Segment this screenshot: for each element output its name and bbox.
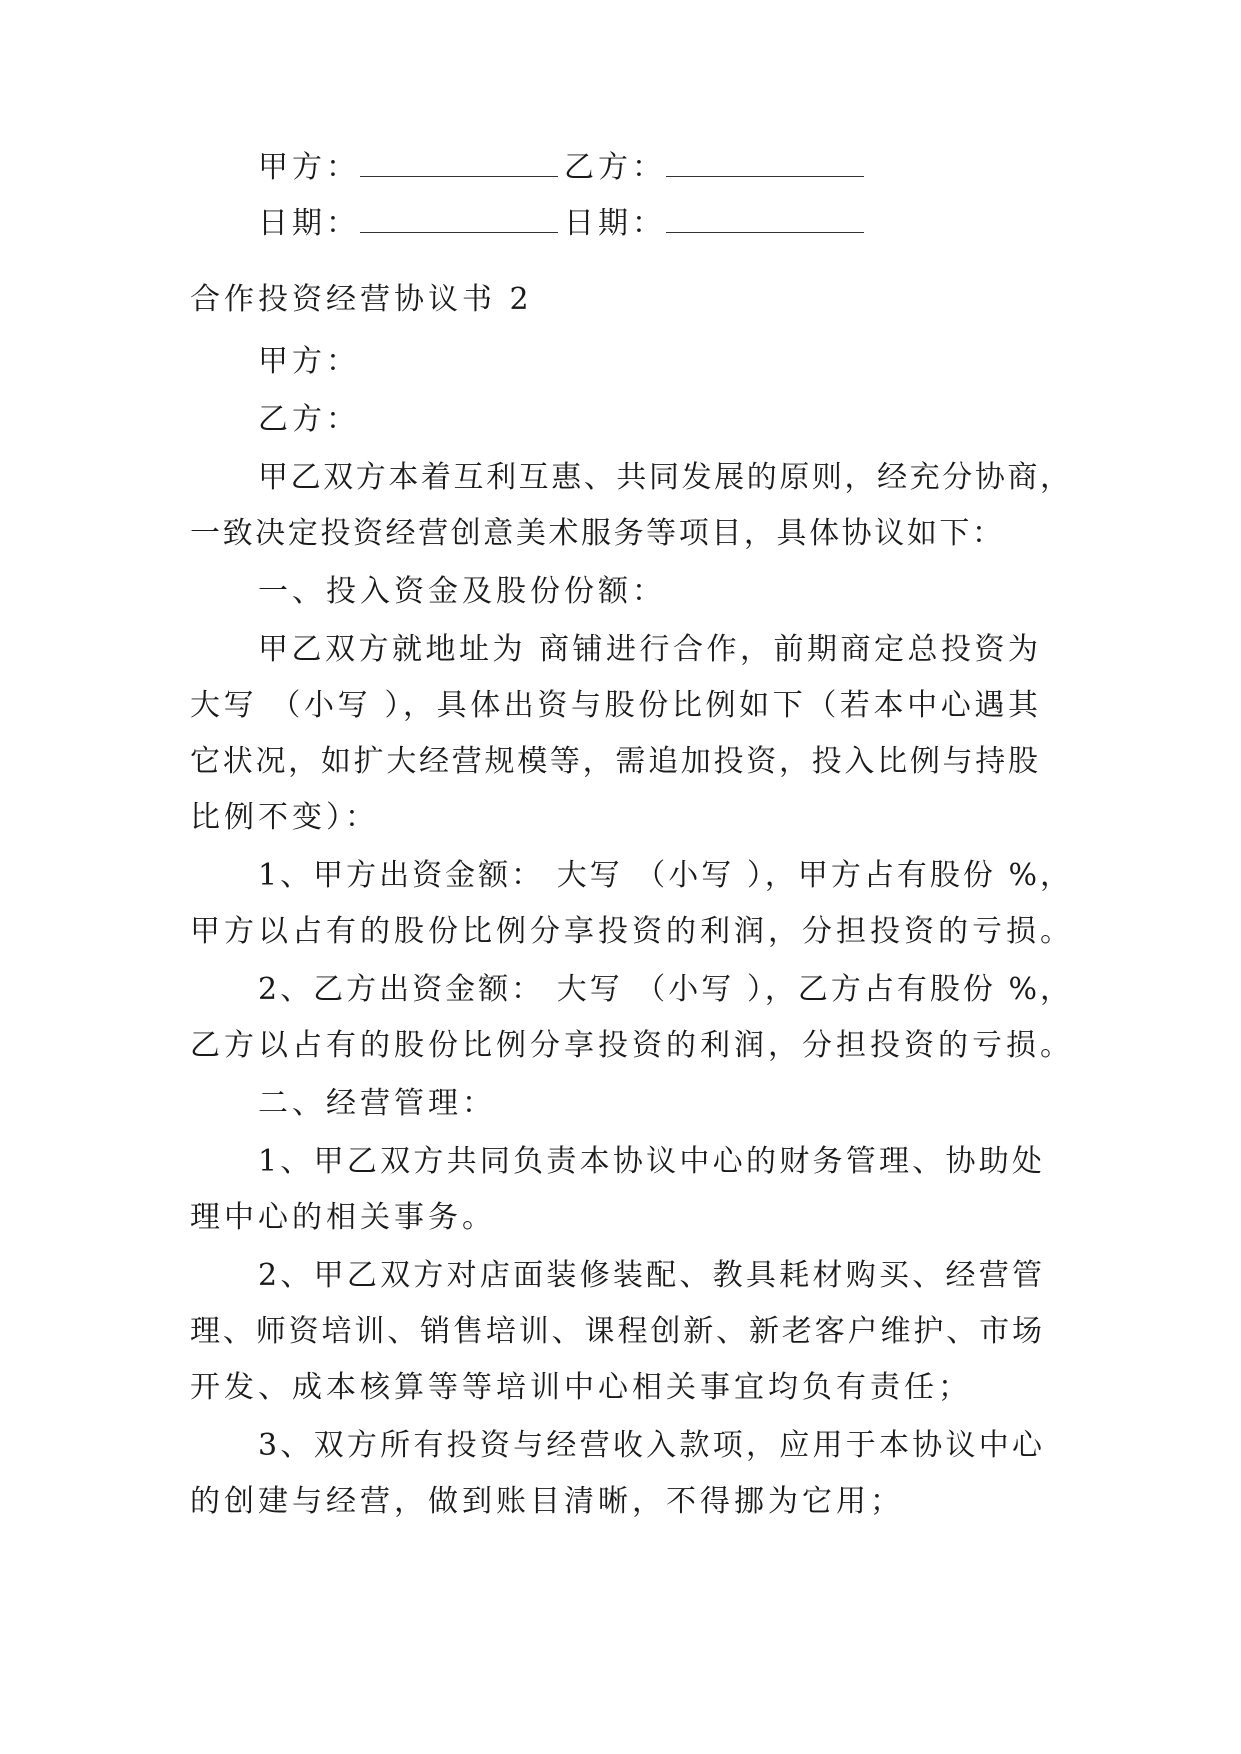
section-2-item-2-line-2: 理、师资培训、销售培训、课程创新、新老客户维护、市场 xyxy=(190,1314,1042,1349)
section-2-item-1-line-1: 1、甲乙双方共同负责本协议中心的财务管理、协助处 xyxy=(258,1144,1042,1179)
party-a-signature-blank xyxy=(360,144,558,177)
party-a-date-label: 日期： xyxy=(258,206,360,241)
section-1-para-line-2: 大写 （小写 ），具体出资与股份比例如下（若本中心遇其 xyxy=(190,688,1038,723)
section-1-item-1-line-1: 1、甲方出资金额： 大写 （小写 ），甲方占有股份 %， xyxy=(258,858,1070,893)
party-b-line: 乙方： xyxy=(258,402,360,437)
party-b-signature-label: 乙方： xyxy=(564,150,666,185)
section-2-item-3-line-1: 3、双方所有投资与经营收入款项，应用于本协议中心 xyxy=(258,1428,1042,1463)
document-title: 合作投资经营协议书 2 xyxy=(190,282,533,317)
party-b-date-blank xyxy=(666,200,864,233)
party-a-line: 甲方： xyxy=(258,344,360,379)
section-2-item-1-line-2: 理中心的相关事务。 xyxy=(190,1200,496,1235)
section-1-heading: 一、投入资金及股份份额： xyxy=(258,574,666,609)
section-1-para-line-3: 它状况，如扩大经营规模等，需追加投资，投入比例与持股 xyxy=(190,744,1038,779)
signature-row-1 xyxy=(258,140,1138,196)
signature-row-2 xyxy=(258,196,1138,252)
section-1-item-1-line-2: 甲方以占有的股份比例分享投资的利润，分担投资的亏损。 xyxy=(190,914,1070,949)
section-2-item-3-line-2: 的创建与经营，做到账目清晰，不得挪为它用； xyxy=(190,1484,904,1519)
party-a-date-blank xyxy=(360,200,558,233)
section-1-para-line-4: 比例不变）： xyxy=(190,800,379,835)
section-2-item-2-line-1: 2、甲乙双方对店面装修装配、教具耗材购买、经营管 xyxy=(258,1258,1042,1293)
section-1-item-2-line-2: 乙方以占有的股份比例分享投资的利润，分担投资的亏损。 xyxy=(190,1028,1070,1063)
section-2-heading: 二、经营管理： xyxy=(258,1086,496,1121)
party-b-signature-blank xyxy=(666,144,864,177)
intro-line-1: 甲乙双方本着互利互惠、共同发展的原则，经充分协商， xyxy=(258,460,1070,495)
party-b-date-label: 日期： xyxy=(564,206,666,241)
section-1-item-2-line-1: 2、乙方出资金额： 大写 （小写 ），乙方占有股份 %， xyxy=(258,972,1070,1007)
section-1-para-line-1: 甲乙双方就地址为 商铺进行合作，前期商定总投资为 xyxy=(258,632,1038,667)
party-a-signature-label: 甲方： xyxy=(258,150,360,185)
intro-line-2: 一致决定投资经营创意美术服务等项目，具体协议如下： xyxy=(190,516,1002,551)
section-2-item-2-line-3: 开发、成本核算等等培训中心相关事宜均负有责任； xyxy=(190,1370,972,1405)
